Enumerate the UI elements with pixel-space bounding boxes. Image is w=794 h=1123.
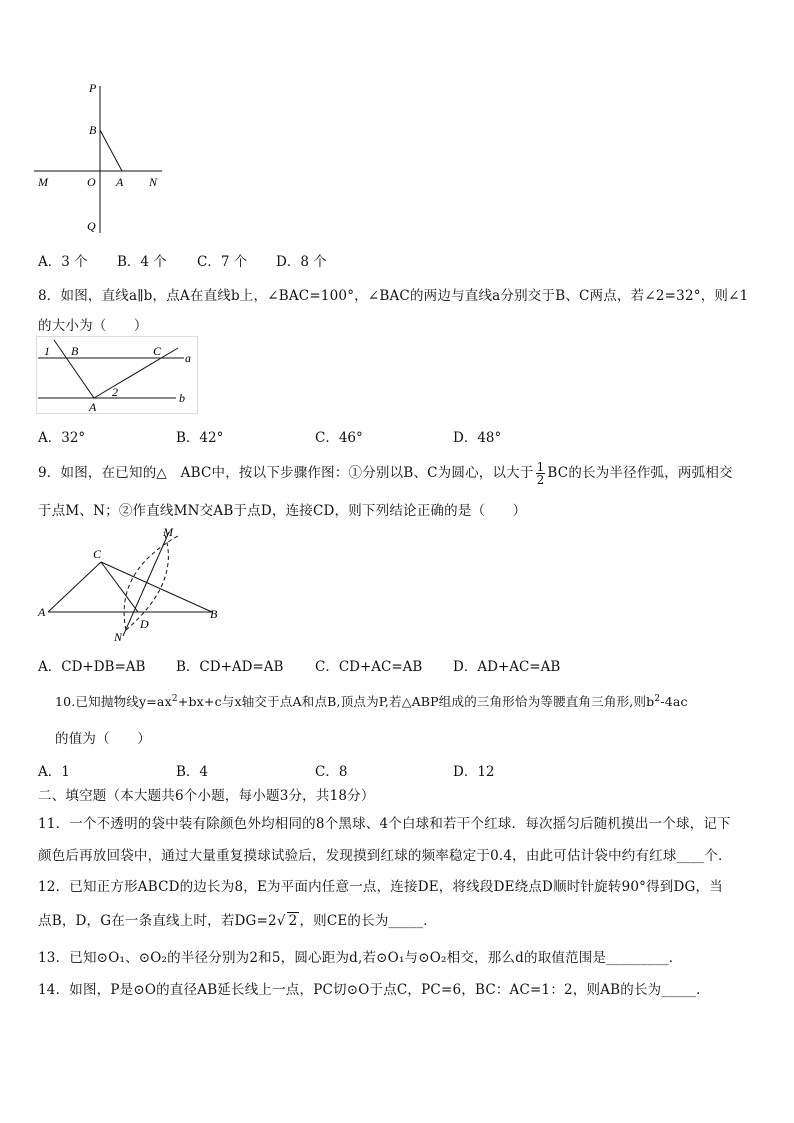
q8-stem-line2: 的大小为（ ） bbox=[38, 318, 148, 334]
q7-label-m: M bbox=[38, 175, 48, 189]
q9-segment-cb bbox=[101, 562, 212, 612]
q7-figure bbox=[30, 78, 170, 238]
q7-segment-ba bbox=[100, 130, 122, 171]
q7-label-p: P bbox=[89, 81, 97, 95]
q9-segment-cd bbox=[101, 562, 138, 612]
q14-stem: 14．如图，P是⊙O的直径AB延长线上一点，PC切⊙O于点C，PC=6，BC：AC=1：2，则AB的长为_____． bbox=[38, 982, 710, 998]
q9-stem-part2: BC的长为半径作弧，两弧相交 bbox=[547, 465, 733, 481]
q8-option-d: D．48° bbox=[453, 430, 502, 446]
q9-label-n: N bbox=[114, 630, 123, 644]
q12-stem-line1: 12．已知正方形ABCD的边长为8，E为平面内任意一点，连接DE，将线段DE绕点D顺时针旋转90°得到DG，当 bbox=[38, 879, 723, 895]
q7-option-d: D．8 个 bbox=[276, 254, 327, 270]
q9-stem-line1 bbox=[38, 461, 733, 486]
q13-stem: 13．已知⊙O₁、⊙O₂的半径分别为2和5，圆心距为d,若⊙O₁与⊙O₂相交，那么d的取值范围是_________． bbox=[38, 950, 683, 966]
q7-label-o: O bbox=[87, 175, 96, 189]
q10-sup2: 2 bbox=[654, 693, 661, 704]
q7-label-a: A bbox=[116, 175, 124, 189]
q9-stem-part1: 9．如图，在已知的△ ABC中，按以下步骤作图：①分别以B、C为圆心，以大于 bbox=[38, 465, 534, 481]
q7-label-n: N bbox=[149, 175, 158, 189]
q8-label-b: B bbox=[71, 344, 79, 358]
q9-label-b: B bbox=[210, 607, 218, 621]
section-heading-fill-in: 二、填空题（本大题共6个小题，每小题3分，共18分） bbox=[38, 788, 375, 804]
q12-sqrt: √ 2 bbox=[276, 913, 298, 929]
q10-sup1: 2 bbox=[171, 693, 178, 704]
q7-label-b: B bbox=[89, 123, 97, 137]
q10-option-d: D．12 bbox=[453, 764, 495, 780]
q10-stem-part3: -4ac bbox=[660, 694, 688, 709]
q7-option-b: B．4 个 bbox=[117, 254, 167, 270]
q12-stem-part2: ，则CE的长为_____． bbox=[299, 913, 437, 929]
q8-stem-line1: 8．如图，直线a∥b，点A在直线b上，∠BAC=100°，∠BAC的两边与直线a分别交于B、C两点，若∠2=32°，则∠1 bbox=[38, 288, 749, 304]
q9-stem-line2: 于点M、N；②作直线MN交AB于点D，连接CD，则下列结论正确的是（ ） bbox=[38, 503, 527, 519]
q12-sqrt-value: 2 bbox=[288, 913, 298, 929]
q10-stem-line1 bbox=[55, 692, 688, 710]
q8-label-a-point: A bbox=[89, 400, 97, 414]
q7-option-a: A．3 个 bbox=[38, 254, 88, 270]
q8-option-a: A．32° bbox=[38, 430, 86, 446]
q10-option-b: B．4 bbox=[176, 764, 209, 780]
q9-fraction-numerator: 1 bbox=[536, 460, 545, 474]
q10-stem-part2: +bx+c与x轴交于点A和点B,顶点为P,若△ABP组成的三角形恰为等腰直角三角形,则b bbox=[177, 694, 655, 709]
q8-segment-ac bbox=[94, 348, 178, 398]
q9-label-d: D bbox=[140, 617, 149, 631]
q8-figure bbox=[36, 336, 198, 414]
q9-option-d: D．AD+AC=AB bbox=[453, 659, 561, 675]
q7-label-q: Q bbox=[87, 219, 96, 233]
q10-option-c: C．8 bbox=[315, 764, 348, 780]
q9-label-m: M bbox=[163, 525, 173, 539]
q9-fraction bbox=[536, 461, 546, 486]
q9-label-a: A bbox=[38, 605, 46, 619]
q8-label-c: C bbox=[153, 344, 162, 358]
q8-label-a-line: a bbox=[185, 351, 191, 365]
q9-segment-ac bbox=[48, 562, 101, 612]
q12-stem-line2 bbox=[38, 909, 437, 929]
q8-option-c: C．46° bbox=[315, 430, 363, 446]
q10-stem-part1: 10.已知抛物线y=ax bbox=[55, 694, 172, 709]
q8-label-1: 1 bbox=[44, 344, 50, 358]
q12-stem-part1: 点B，D，G在一条直线上时，若DG=2 bbox=[38, 913, 277, 929]
q10-option-a: A．1 bbox=[38, 764, 70, 780]
q9-option-c: C．CD+AC=AB bbox=[315, 659, 423, 675]
q9-fraction-denominator: 2 bbox=[536, 473, 545, 487]
q9-option-b: B．CD+AD=AB bbox=[176, 659, 284, 675]
q9-figure bbox=[32, 522, 222, 647]
q10-stem-line2: 的值为（ ） bbox=[55, 731, 151, 747]
q8-label-b-line: b bbox=[179, 391, 185, 405]
q11-stem-line1: 11．一个不透明的袋中装有除颜色外均相同的8个黑球、4个白球和若干个红球．每次摇匀后随机摸出一个球，记下 bbox=[38, 816, 731, 832]
q8-label-two: 2 bbox=[112, 385, 118, 399]
q11-stem-line2: 颜色后再放回袋中，通过大量重复摸球试验后，发现摸到红球的频率稳定于0.4，由此可估计袋中约有红球____个． bbox=[38, 848, 732, 864]
q8-option-b: B．42° bbox=[176, 430, 224, 446]
q9-label-c: C bbox=[93, 547, 102, 561]
q7-option-c: C．7 个 bbox=[197, 254, 248, 270]
q9-option-a: A．CD+DB=AB bbox=[38, 659, 146, 675]
